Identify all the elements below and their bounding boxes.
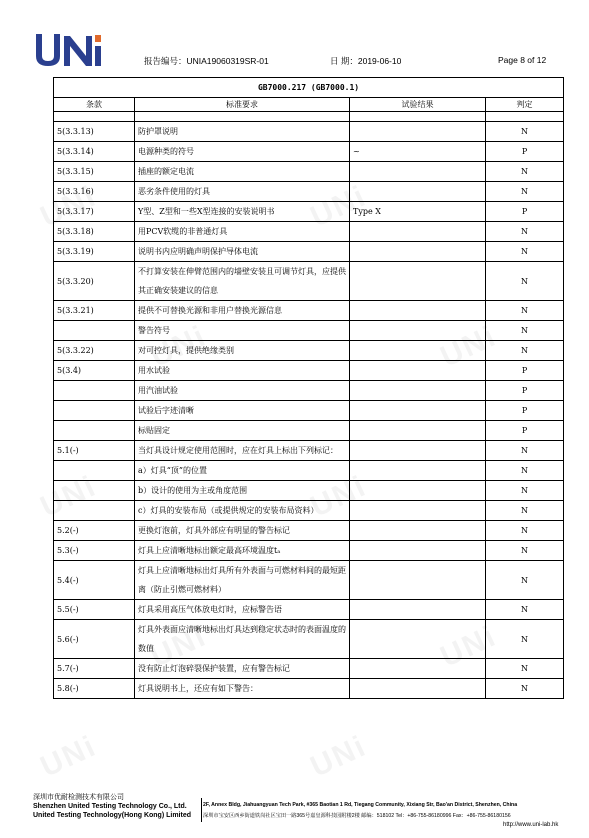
verdict-cell: N bbox=[486, 659, 564, 679]
company-logo bbox=[34, 32, 104, 68]
table-row bbox=[54, 162, 564, 182]
verdict-cell: N bbox=[486, 679, 564, 699]
footer-company-en: Shenzhen United Testing Technology Co., Ltd. bbox=[33, 803, 187, 810]
table-row bbox=[54, 620, 564, 659]
verdict-cell: N bbox=[486, 321, 564, 341]
verdict-cell: P bbox=[486, 401, 564, 421]
verdict-cell: P bbox=[486, 361, 564, 381]
verdict-cell: P bbox=[486, 381, 564, 401]
result-cell bbox=[350, 620, 486, 659]
verdict-cell: N bbox=[486, 461, 564, 481]
requirement-cell: 电源种类的符号 bbox=[135, 142, 350, 162]
verdict-cell: N bbox=[486, 441, 564, 461]
watermark bbox=[306, 729, 373, 784]
result-cell bbox=[350, 222, 486, 242]
test-results-table bbox=[53, 77, 564, 699]
table-row bbox=[54, 182, 564, 202]
table-row bbox=[54, 481, 564, 501]
requirement-cell: 不打算安装在伸臂范围内的墙壁安装且可调节灯具，应提供其正确安装建议的信息 bbox=[135, 262, 350, 301]
clause-cell bbox=[54, 401, 135, 421]
result-cell bbox=[350, 541, 486, 561]
table-row bbox=[54, 341, 564, 361]
result-cell bbox=[350, 182, 486, 202]
result-cell bbox=[350, 441, 486, 461]
result-cell bbox=[350, 242, 486, 262]
result-cell bbox=[350, 461, 486, 481]
column-header-result: 试验结果 bbox=[350, 98, 486, 112]
requirement-cell: c）灯具的安装布局（或提供规定的安装布局资料） bbox=[135, 501, 350, 521]
requirement-cell: 当灯具设计规定使用范围时，应在灯具上标出下列标记： bbox=[135, 441, 350, 461]
clause-cell: 5.3(-) bbox=[54, 541, 135, 561]
requirement-cell: a）灯具“顶”的位置 bbox=[135, 461, 350, 481]
result-cell bbox=[350, 162, 486, 182]
requirement-cell: 更换灯泡前，灯具外部应有明显的警告标记 bbox=[135, 521, 350, 541]
report-number: 报告编号：UNIA19060319SR-01 bbox=[144, 56, 269, 66]
footer-company-cn: 深圳市优耐检测技术有限公司 bbox=[33, 794, 124, 801]
table-row bbox=[54, 381, 564, 401]
requirement-cell: b）设计的使用为主或角度范围 bbox=[135, 481, 350, 501]
result-cell bbox=[350, 659, 486, 679]
verdict-cell: N bbox=[486, 122, 564, 142]
table-row bbox=[54, 222, 564, 242]
column-header-clause: 条款 bbox=[54, 98, 135, 112]
requirement-cell: 用PCV软缆的非普通灯具 bbox=[135, 222, 350, 242]
table-row bbox=[54, 679, 564, 699]
requirement-cell: Y型、Z型和一些X型连接的安装说明书 bbox=[135, 202, 350, 222]
clause-cell: 5(3.3.14) bbox=[54, 142, 135, 162]
result-cell bbox=[350, 521, 486, 541]
result-cell: Type X bbox=[350, 202, 486, 222]
table-row bbox=[54, 242, 564, 262]
table-row bbox=[54, 142, 564, 162]
verdict-cell: N bbox=[486, 242, 564, 262]
verdict-cell: N bbox=[486, 301, 564, 321]
clause-cell: 5(3.3.13) bbox=[54, 122, 135, 142]
result-cell bbox=[350, 301, 486, 321]
clause-cell: 5(3.3.17) bbox=[54, 202, 135, 222]
result-cell bbox=[350, 679, 486, 699]
requirement-cell: 插座的额定电流 bbox=[135, 162, 350, 182]
result-cell bbox=[350, 401, 486, 421]
clause-cell: 5(3.3.19) bbox=[54, 242, 135, 262]
table-row bbox=[54, 541, 564, 561]
spacer-row bbox=[54, 112, 564, 122]
clause-cell bbox=[54, 421, 135, 441]
verdict-cell: N bbox=[486, 561, 564, 600]
verdict-cell: N bbox=[486, 182, 564, 202]
verdict-cell: P bbox=[486, 421, 564, 441]
clause-cell: 5.6(-) bbox=[54, 620, 135, 659]
requirement-cell: 没有防止灯泡碎裂保护装置，应有警告标记 bbox=[135, 659, 350, 679]
clause-cell: 5(3.3.16) bbox=[54, 182, 135, 202]
result-cell bbox=[350, 321, 486, 341]
footer-website: http://www.uni-lab.hk bbox=[503, 822, 559, 828]
column-header-verdict: 判定 bbox=[486, 98, 564, 112]
result-cell bbox=[350, 381, 486, 401]
requirement-cell: 防护罩说明 bbox=[135, 122, 350, 142]
column-header-requirement: 标准要求 bbox=[135, 98, 350, 112]
clause-cell: 5.1(-) bbox=[54, 441, 135, 461]
result-cell: ~ bbox=[350, 142, 486, 162]
table-row bbox=[54, 262, 564, 301]
verdict-cell: N bbox=[486, 521, 564, 541]
footer-divider bbox=[201, 798, 202, 822]
verdict-cell: N bbox=[486, 481, 564, 501]
verdict-cell: N bbox=[486, 600, 564, 620]
clause-cell: 5.4(-) bbox=[54, 561, 135, 600]
verdict-cell: P bbox=[486, 142, 564, 162]
table-row bbox=[54, 301, 564, 321]
clause-cell bbox=[54, 461, 135, 481]
requirement-cell: 用水试验 bbox=[135, 361, 350, 381]
clause-cell bbox=[54, 321, 135, 341]
table-row bbox=[54, 561, 564, 600]
result-cell bbox=[350, 421, 486, 441]
verdict-cell: N bbox=[486, 620, 564, 659]
table-row bbox=[54, 441, 564, 461]
result-cell bbox=[350, 262, 486, 301]
verdict-cell: N bbox=[486, 222, 564, 242]
verdict-cell: N bbox=[486, 162, 564, 182]
clause-cell: 5(3.4) bbox=[54, 361, 135, 381]
result-cell bbox=[350, 341, 486, 361]
requirement-cell: 用汽油试验 bbox=[135, 381, 350, 401]
watermark bbox=[36, 729, 103, 784]
result-cell bbox=[350, 561, 486, 600]
clause-cell bbox=[54, 381, 135, 401]
footer-company-hk: United Testing Technology(Hong Kong) Limited bbox=[33, 812, 192, 819]
requirement-cell: 警告符号 bbox=[135, 321, 350, 341]
clause-cell: 5(3.3.22) bbox=[54, 341, 135, 361]
clause-cell bbox=[54, 481, 135, 501]
table-row bbox=[54, 461, 564, 481]
clause-cell: 5(3.3.20) bbox=[54, 262, 135, 301]
requirement-cell: 说明书内应明确声明保护导体电流 bbox=[135, 242, 350, 262]
requirement-cell: 灯具外表面应清晰地标出灯具达到稳定状态时的表面温度的数值 bbox=[135, 620, 350, 659]
table-row bbox=[54, 361, 564, 381]
clause-cell bbox=[54, 501, 135, 521]
requirement-cell: 恶劣条件使用的灯具 bbox=[135, 182, 350, 202]
requirement-cell: 灯具说明书上，还应有如下警告： bbox=[135, 679, 350, 699]
requirement-cell: 试验后字迹清晰 bbox=[135, 401, 350, 421]
table-row bbox=[54, 421, 564, 441]
result-cell bbox=[350, 600, 486, 620]
table-row bbox=[54, 202, 564, 222]
page-number: Page 8 of 12 bbox=[498, 55, 547, 65]
requirement-cell: 对可控灯具，提供绝缘类别 bbox=[135, 341, 350, 361]
footer-address-en: 2F, Annex Bldg, Jiahuangyuan Tech Park, #365 Baotian 1 Rd, Tiegang Community, Xixiang Str, Bao'an District, Shenzhen, China bbox=[203, 802, 518, 808]
result-cell bbox=[350, 501, 486, 521]
table-row bbox=[54, 600, 564, 620]
requirement-cell: 标贴固定 bbox=[135, 421, 350, 441]
clause-cell: 5(3.3.18) bbox=[54, 222, 135, 242]
requirement-cell: 提供不可替换光源和非用户替换光源信息 bbox=[135, 301, 350, 321]
result-cell bbox=[350, 361, 486, 381]
report-date: 日 期：2019-06-10 bbox=[330, 56, 402, 66]
clause-cell: 5.8(-) bbox=[54, 679, 135, 699]
table-row bbox=[54, 122, 564, 142]
requirement-cell: 灯具上应清晰地标出额定最高环境温度tₐ bbox=[135, 541, 350, 561]
clause-cell: 5.5(-) bbox=[54, 600, 135, 620]
footer-address-cn: 深圳市宝安区西乡街道铁岗社区宝田一路365号嘉皇源科技园附楼2楼 邮编：518102 Tel：+86-755-86180996 Fax：+86-755-86180156 bbox=[203, 813, 511, 819]
table-row bbox=[54, 521, 564, 541]
clause-cell: 5.7(-) bbox=[54, 659, 135, 679]
verdict-cell: N bbox=[486, 262, 564, 301]
clause-cell: 5.2(-) bbox=[54, 521, 135, 541]
table-row bbox=[54, 659, 564, 679]
result-cell bbox=[350, 481, 486, 501]
table-row bbox=[54, 501, 564, 521]
clause-cell: 5(3.3.15) bbox=[54, 162, 135, 182]
table-row bbox=[54, 321, 564, 341]
verdict-cell: N bbox=[486, 541, 564, 561]
requirement-cell: 灯具上应清晰地标出灯具所有外表面与可燃材料间的最短距离（防止引燃可燃材料） bbox=[135, 561, 350, 600]
verdict-cell: P bbox=[486, 202, 564, 222]
verdict-cell: N bbox=[486, 501, 564, 521]
table-row bbox=[54, 401, 564, 421]
table-title: GB7000.217 (GB7000.1) bbox=[54, 78, 564, 98]
clause-cell: 5(3.3.21) bbox=[54, 301, 135, 321]
verdict-cell: N bbox=[486, 341, 564, 361]
result-cell bbox=[350, 122, 486, 142]
requirement-cell: 灯具采用高压气体放电灯时，应标警告语 bbox=[135, 600, 350, 620]
